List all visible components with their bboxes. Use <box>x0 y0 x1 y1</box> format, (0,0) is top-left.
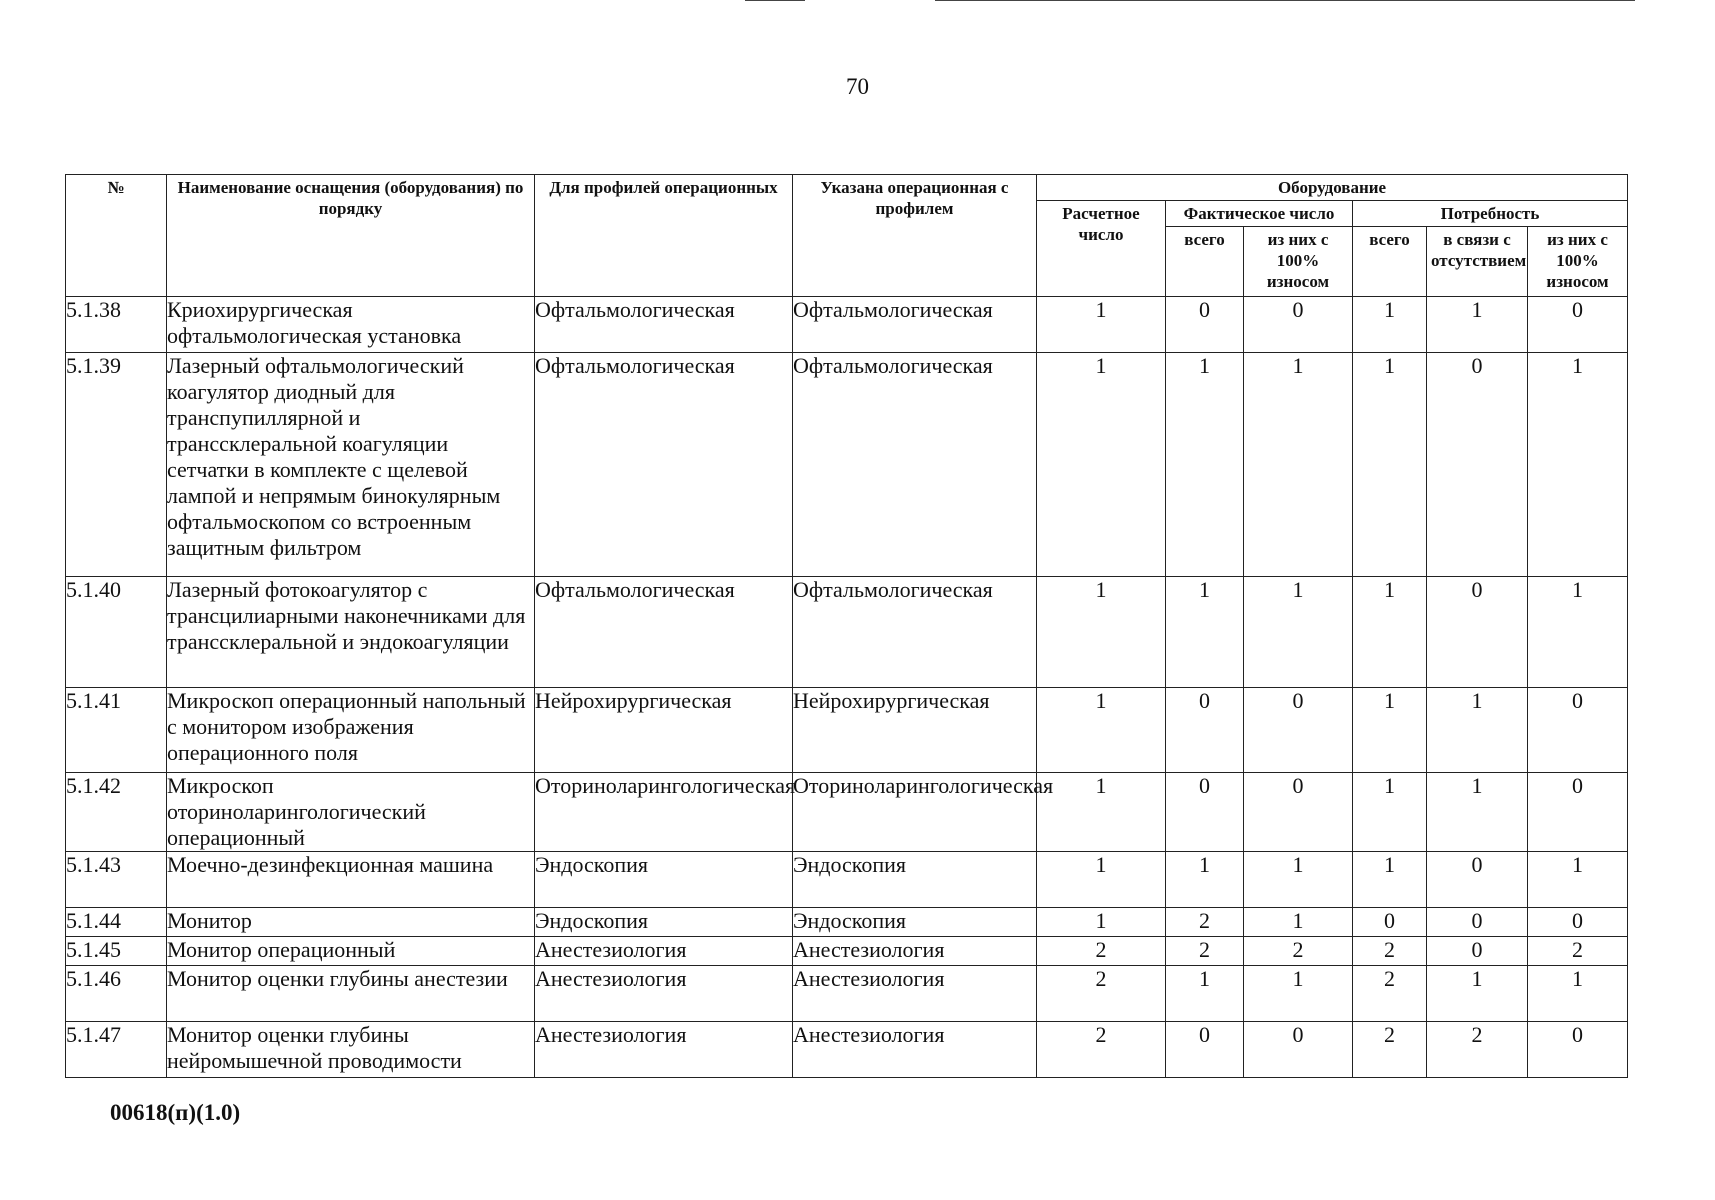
row-indicated: Офтальмологическая <box>793 577 1037 688</box>
header-actual-worn: из них с 100% износом <box>1244 227 1353 297</box>
header-need: Потребность <box>1353 201 1628 227</box>
row-indicated: Анестезиология <box>793 937 1037 966</box>
row-calc: 2 <box>1037 1022 1166 1078</box>
row-calc: 1 <box>1037 852 1166 908</box>
row-need-total: 1 <box>1353 688 1427 773</box>
row-name: Монитор оценки глубины анестезии <box>167 966 535 1022</box>
row-actual-worn: 1 <box>1244 852 1353 908</box>
row-name: Монитор операционный <box>167 937 535 966</box>
header-need-worn: из них с 100% износом <box>1528 227 1628 297</box>
table-row <box>66 1022 1628 1078</box>
row-number: 5.1.38 <box>66 297 167 353</box>
row-actual-worn: 1 <box>1244 353 1353 577</box>
row-need-worn: 0 <box>1528 908 1628 937</box>
row-actual-total: 0 <box>1166 688 1244 773</box>
row-indicated: Анестезиология <box>793 966 1037 1022</box>
row-indicated: Оториноларингологическая <box>793 773 1037 852</box>
row-actual-worn: 1 <box>1244 908 1353 937</box>
row-actual-total: 2 <box>1166 937 1244 966</box>
row-profile: Нейрохирургическая <box>535 688 793 773</box>
row-number: 5.1.41 <box>66 688 167 773</box>
row-need-total: 2 <box>1353 1022 1427 1078</box>
table-row <box>66 353 1628 577</box>
row-need-total: 1 <box>1353 353 1427 577</box>
row-name: Микроскоп оториноларингологический операционный <box>167 773 535 852</box>
row-number: 5.1.43 <box>66 852 167 908</box>
row-need-worn: 0 <box>1528 688 1628 773</box>
row-calc: 1 <box>1037 908 1166 937</box>
row-profile: Эндоскопия <box>535 852 793 908</box>
row-name: Монитор оценки глубины нейромышечной проводимости <box>167 1022 535 1078</box>
row-actual-total: 1 <box>1166 353 1244 577</box>
row-need-worn: 0 <box>1528 773 1628 852</box>
row-indicated: Офтальмологическая <box>793 353 1037 577</box>
document-code: 00618(п)(1.0) <box>110 1100 241 1125</box>
table-row <box>66 577 1628 688</box>
row-need-absent: 0 <box>1427 353 1528 577</box>
row-actual-total: 1 <box>1166 852 1244 908</box>
table-row <box>66 773 1628 852</box>
row-indicated: Эндоскопия <box>793 852 1037 908</box>
row-need-absent: 0 <box>1427 852 1528 908</box>
table-row <box>66 688 1628 773</box>
row-actual-total: 0 <box>1166 773 1244 852</box>
row-need-total: 1 <box>1353 773 1427 852</box>
row-calc: 2 <box>1037 937 1166 966</box>
row-actual-worn: 0 <box>1244 297 1353 353</box>
row-need-total: 1 <box>1353 577 1427 688</box>
row-need-total: 2 <box>1353 937 1427 966</box>
row-need-absent: 1 <box>1427 773 1528 852</box>
row-profile: Эндоскопия <box>535 908 793 937</box>
row-need-total: 1 <box>1353 852 1427 908</box>
row-name: Лазерный фотокоагулятор с трансцилиарными наконечниками для транссклеральной и эндокоагуляции <box>167 577 535 688</box>
row-actual-worn: 0 <box>1244 688 1353 773</box>
row-number: 5.1.39 <box>66 353 167 577</box>
row-actual-worn: 1 <box>1244 966 1353 1022</box>
row-profile: Анестезиология <box>535 1022 793 1078</box>
row-need-total: 2 <box>1353 966 1427 1022</box>
row-number: 5.1.44 <box>66 908 167 937</box>
row-need-absent: 2 <box>1427 1022 1528 1078</box>
row-name: Моечно-дезинфекционная машина <box>167 852 535 908</box>
row-need-absent: 1 <box>1427 966 1528 1022</box>
row-indicated: Анестезиология <box>793 1022 1037 1078</box>
row-need-worn: 1 <box>1528 577 1628 688</box>
table-row <box>66 937 1628 966</box>
row-calc: 1 <box>1037 688 1166 773</box>
equipment-table <box>65 174 1628 1078</box>
row-need-worn: 2 <box>1528 937 1628 966</box>
row-need-absent: 0 <box>1427 577 1528 688</box>
row-name: Микроскоп операционный напольный с монитором изображения операционного поля <box>167 688 535 773</box>
row-number: 5.1.40 <box>66 577 167 688</box>
header-actual-total: всего <box>1166 227 1244 297</box>
row-need-absent: 0 <box>1427 937 1528 966</box>
row-profile: Оториноларингологическая <box>535 773 793 852</box>
row-profile: Анестезиология <box>535 966 793 1022</box>
row-indicated: Нейрохирургическая <box>793 688 1037 773</box>
row-need-absent: 1 <box>1427 688 1528 773</box>
row-actual-total: 0 <box>1166 1022 1244 1078</box>
row-profile: Офтальмологическая <box>535 297 793 353</box>
row-need-total: 1 <box>1353 297 1427 353</box>
row-actual-worn: 1 <box>1244 577 1353 688</box>
row-actual-total: 0 <box>1166 297 1244 353</box>
row-actual-worn: 0 <box>1244 773 1353 852</box>
row-number: 5.1.45 <box>66 937 167 966</box>
header-profiles: Для профилей операционных <box>535 175 793 297</box>
header-actual: Фактическое число <box>1166 201 1353 227</box>
row-need-absent: 0 <box>1427 908 1528 937</box>
row-need-worn: 0 <box>1528 297 1628 353</box>
header-name: Наименование оснащения (оборудования) по порядку <box>167 175 535 297</box>
row-calc: 1 <box>1037 577 1166 688</box>
top-edge-rule-right <box>935 0 1635 1</box>
header-need-total: всего <box>1353 227 1427 297</box>
table-row <box>66 297 1628 353</box>
row-calc: 1 <box>1037 773 1166 852</box>
row-indicated: Эндоскопия <box>793 908 1037 937</box>
row-number: 5.1.42 <box>66 773 167 852</box>
header-equipment: Оборудование <box>1037 175 1628 201</box>
page-number: 70 <box>846 74 869 99</box>
row-profile: Анестезиология <box>535 937 793 966</box>
row-actual-worn: 2 <box>1244 937 1353 966</box>
row-need-worn: 1 <box>1528 353 1628 577</box>
row-number: 5.1.46 <box>66 966 167 1022</box>
row-actual-total: 2 <box>1166 908 1244 937</box>
row-profile: Офтальмологическая <box>535 353 793 577</box>
top-edge-rule-left <box>745 0 805 1</box>
table-row <box>66 852 1628 908</box>
table-row <box>66 966 1628 1022</box>
row-need-absent: 1 <box>1427 297 1528 353</box>
row-need-worn: 0 <box>1528 1022 1628 1078</box>
row-actual-total: 1 <box>1166 966 1244 1022</box>
row-indicated: Офтальмологическая <box>793 297 1037 353</box>
row-name: Лазерный офтальмологический коагулятор диодный для транспупиллярной и транссклеральной коагуляции сетчатки в комплекте с щелевой лампой и непрямым бинокулярным офтальмоскопом со встроенным защитным фильтром <box>167 353 535 577</box>
header-need-absent: в связи с отсутствием <box>1427 227 1528 297</box>
row-actual-total: 1 <box>1166 577 1244 688</box>
row-name: Монитор <box>167 908 535 937</box>
row-calc: 1 <box>1037 353 1166 577</box>
row-number: 5.1.47 <box>66 1022 167 1078</box>
row-actual-worn: 0 <box>1244 1022 1353 1078</box>
table-row <box>66 908 1628 937</box>
row-calc: 1 <box>1037 297 1166 353</box>
row-calc: 2 <box>1037 966 1166 1022</box>
header-indicated: Указана операционная с профилем <box>793 175 1037 297</box>
row-profile: Офтальмологическая <box>535 577 793 688</box>
row-need-total: 0 <box>1353 908 1427 937</box>
row-need-worn: 1 <box>1528 966 1628 1022</box>
row-need-worn: 1 <box>1528 852 1628 908</box>
header-calc: Расчетное число <box>1037 201 1166 297</box>
header-number: № <box>66 175 167 297</box>
row-name: Криохирургическая офтальмологическая установка <box>167 297 535 353</box>
